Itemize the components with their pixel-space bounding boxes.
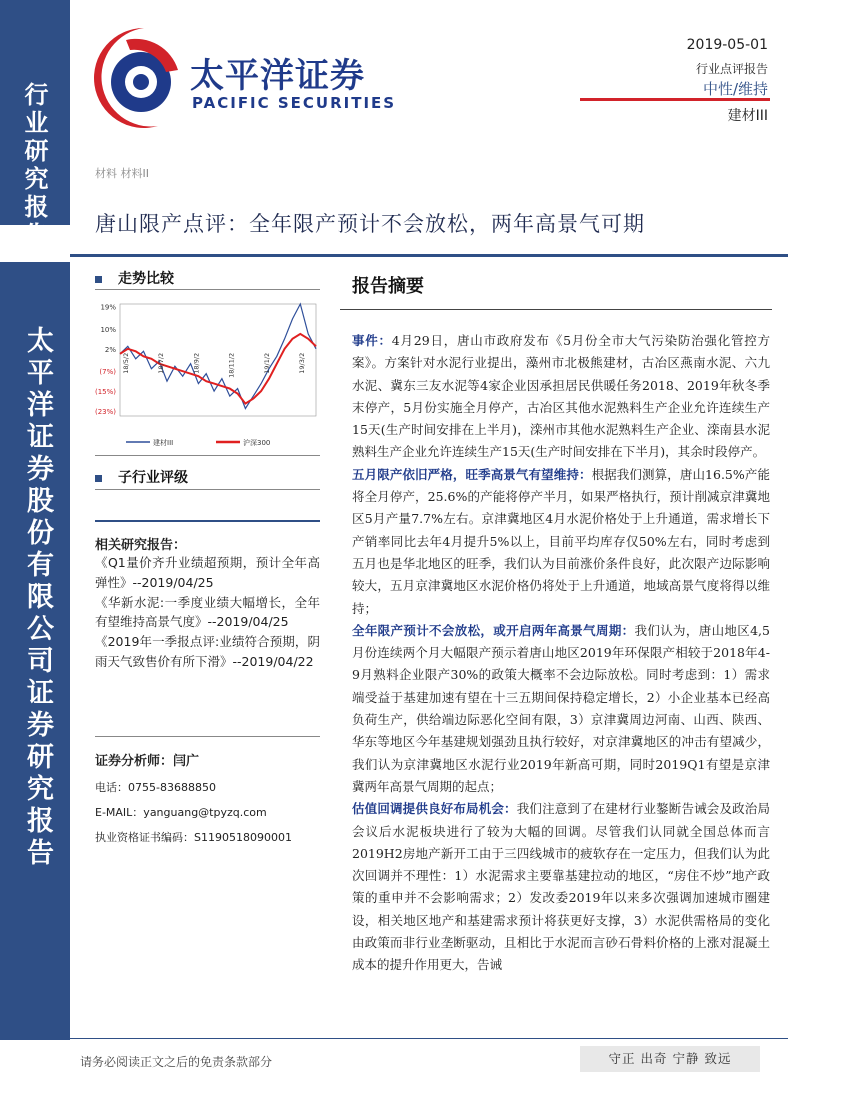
industry-label: 建材III	[727, 108, 768, 124]
summary-paragraph-may-limit	[352, 464, 770, 620]
square-bullet-icon	[95, 276, 102, 283]
related-reports-list	[95, 553, 320, 672]
rating: 中性/维持	[702, 80, 768, 98]
related-report-item[interactable]: 《2019年一季报点评:业绩符合预期，阴雨天气致售价有所下滑》--2019/04/22	[95, 634, 320, 669]
related-report-item[interactable]: 《Q1量价齐升业绩超预期，预计全年高弹性》--2019/04/25	[95, 555, 320, 590]
legend-label: 沪深300	[243, 439, 271, 447]
summary-paragraph-valuation	[352, 798, 770, 976]
title-divider	[70, 254, 788, 257]
summary-rule	[340, 309, 772, 310]
breadcrumb: 材料 材料II	[95, 167, 149, 180]
paragraph-text: 我们注意到了在建材行业鏊断告诫会及政治局会议后水泥板块进行了较为大幅的回调。尽管我们认同就全国总体而言2019H2房地产新开工由于三四线城市的疲软存在一定压力，但我们认为此次回调并不理性：1）水泥需求主要靠基建拉动的地区，“房住不炒”地产政策的重申并不会影响需求；2）发改委2019年以来多次强调加速城市圈建设，相关地区地产和基建需求预计将获更好支撑，3）水泥供需格局的变化由政策而非行业垄断驱动，且相比于水泥而言砂石骨料价格的上涨对混凝土成本的提升作用更大，告诫	[352, 801, 770, 973]
header-divider	[580, 98, 770, 101]
paragraph-lead: 全年限产预计不会放松，或开启两年高景气周期：	[352, 622, 635, 638]
paragraph-lead: 五月限产依旧严格，旺季高景气有望维持：	[352, 466, 592, 482]
analyst-phone: 电话：0755-83688850	[95, 781, 216, 794]
x-tick-label: 18/5/2	[122, 352, 130, 374]
y-tick-label: (23%)	[94, 408, 116, 417]
series-line-csi300	[120, 334, 316, 404]
related-report-item[interactable]: 《华新水泥:一季度业绩大幅增长，全年有望维持高景气度》--2019/04/25	[95, 594, 320, 630]
trend-heading-text: 走势比较	[118, 271, 174, 287]
paragraph-lead: 估值回调提供良好布局机会：	[352, 801, 517, 817]
analyst-email[interactable]: E-MAIL：yanguang@tpyzq.com	[95, 806, 267, 819]
paragraph-text: 根据我们测算，唐山16.5%产能将全月停产，25.6%的产能将停产半月，如果严格执行，预计削减京津冀地区5月产量7.7%左右。京津冀地区4月水泥价格处于上升通道，需求增长下产销率同比去年4月提升5%以上，目前平均库存仅50%左右，同时考虑到五月也是华北地区的旺季，我们认为目前涨价条件良好，此次限产边际影响较大，五月京津冀地区水泥价格仍将处于上升通道，地域高景气度将得以维持；	[352, 466, 770, 616]
x-tick-label: 18/7/2	[157, 352, 166, 374]
chart-plot-frame	[120, 304, 316, 416]
logo-chinese-name: 太平洋证券	[190, 56, 365, 96]
footer-rule	[70, 1038, 788, 1039]
summary-body	[352, 330, 770, 977]
footer-disclaimer[interactable]: 请务必阅读正文之后的免责条款部分	[80, 1055, 273, 1069]
sub-industry-heading-text: 子行业评级	[118, 470, 188, 486]
trend-section-heading	[95, 268, 174, 288]
sub-industry-heading	[95, 467, 188, 487]
y-tick-label: 10%	[100, 325, 116, 334]
y-tick-label: 2%	[104, 345, 116, 354]
summary-heading: 报告摘要	[352, 276, 424, 297]
summary-paragraph-event	[352, 330, 770, 464]
analyst-heading: 证券分析师：闫广	[95, 754, 200, 769]
related-reports-rule	[95, 736, 320, 737]
series-line-building-materials	[120, 304, 316, 409]
sub-industry-rule	[95, 489, 320, 490]
side-band-bottom-label: 太平洋证券股份有限公司证券研究报告	[22, 326, 53, 870]
summary-paragraph-annual-limit	[352, 620, 770, 798]
x-tick-label: 18/9/2	[192, 352, 201, 374]
analyst-license: 执业资格证书编码：S1190518090001	[95, 831, 292, 844]
trend-chart	[90, 296, 322, 456]
report-type: 行业点评报告	[695, 62, 768, 76]
x-tick-label: 19/3/2	[298, 352, 306, 374]
page-title: 唐山限产点评：全年限产预计不会放松，两年高景气可期	[95, 212, 645, 236]
y-tick-label: 19%	[100, 303, 116, 312]
y-tick-label: (7%)	[99, 368, 116, 377]
x-tick-label: 19/1/2	[262, 352, 271, 374]
paragraph-text: 我们认为，唐山地区4,5月份连续两个月大幅限产预示着唐山地区2019年环保限产相较于2018年4-9月熟料企业限产30%的政策大概率不会边际放松。同时考虑到：1）需求端受益于基建加速有望在十三五期间保持稳定增长，2）小企业基本已经高负荷生产，供给端边际恶化空间有限，3）京津冀周边河南、山西、陕西、华东等地区今年基建规划强劲且执行较好，对京津冀地区的冲击有望减少，我们认为京津冀地区水泥行业2019年新高可期，同时2019Q1有望是京津冀两年高景气周期的起点；	[352, 622, 770, 794]
logo-english-name: PACIFIC SECURITIES	[192, 94, 397, 112]
sub-industry-bottom-rule	[95, 520, 320, 522]
trend-heading-rule	[95, 289, 320, 290]
related-reports-heading: 相关研究报告：	[95, 538, 187, 553]
legend-label: 建材III	[153, 439, 174, 447]
square-bullet-icon	[95, 475, 102, 482]
paragraph-lead: 事件：	[352, 333, 392, 348]
footer-motto: 守正 出奇 宁静 致远	[580, 1046, 760, 1072]
report-date: 2019-05-01	[686, 37, 768, 53]
pacific-securities-logo-icon	[86, 22, 186, 132]
paragraph-text: 4月29日，唐山市政府发布《5月份全市大气污染防治强化管控方案》。方案针对水泥行业提出，藻州市北极熊建材，古冶区燕南水泥、六九水泥、冀东三友水泥等4家企业因承担居民供暖任务2018、2019年秋冬季末停产，5月份实施全月停产，古冶区其他水泥熟料生产企业允许连续生产15天(生产时间安排在上半月)，滦州市其他水泥熟料生产企业、滦南县水泥熟料生产企业允许连续生产15天(生产时间安排在下半月)，其余时段停产。	[352, 333, 770, 460]
y-tick-label: (15%)	[94, 388, 116, 397]
side-band-top-label: 行业研究报告	[20, 82, 49, 250]
x-tick-label: 18/11/2	[227, 352, 236, 378]
chart-bottom-rule	[95, 455, 320, 456]
